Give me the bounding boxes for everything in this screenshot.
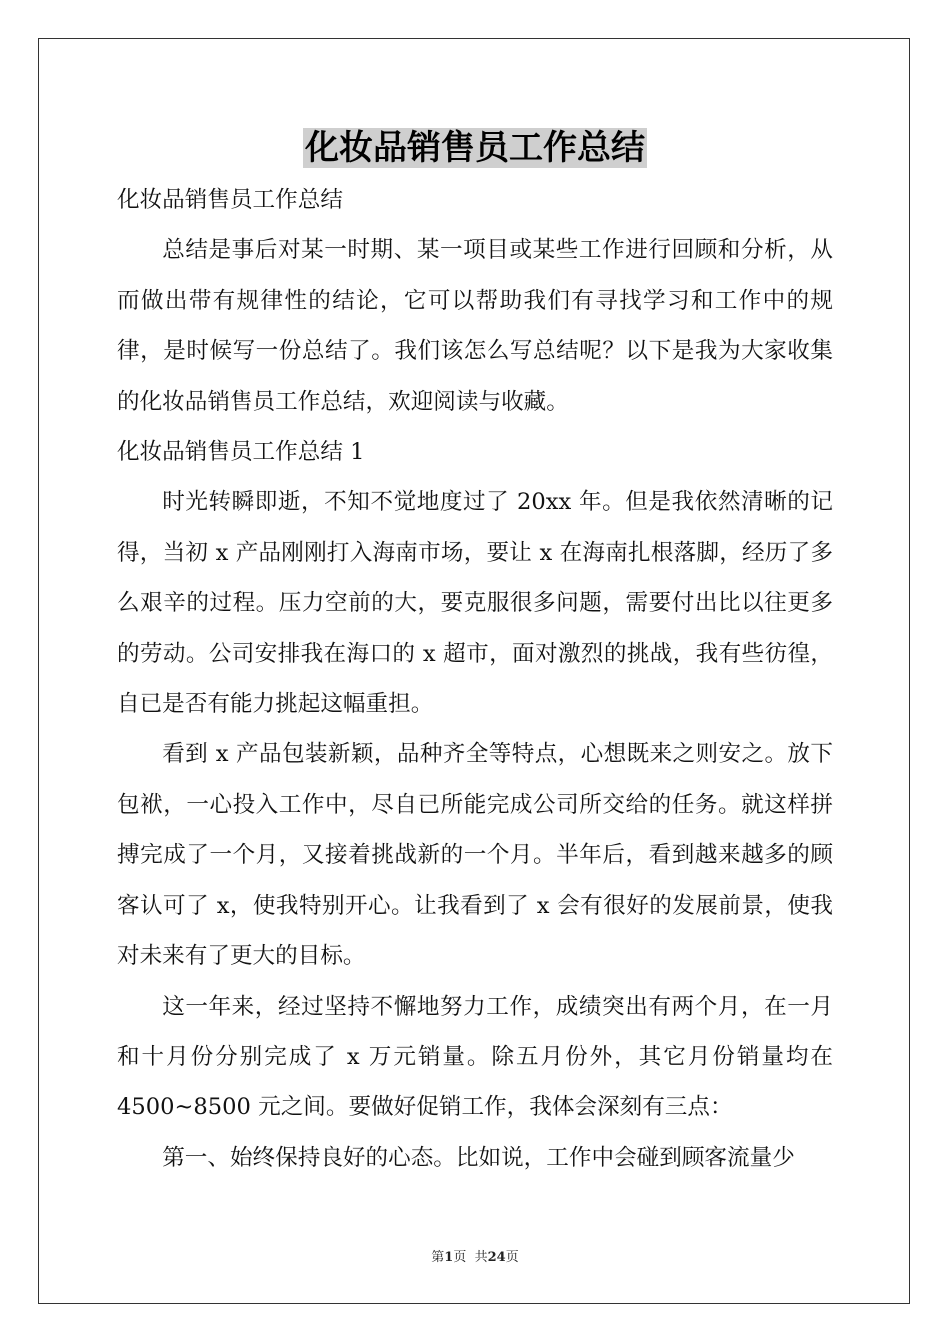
paragraph: 总结是事后对某一时期、某一项目或某些工作进行回顾和分析，从而做出带有规律性的结论，它可以帮助我们有寻找学习和工作中的规律，是时候写一份总结了。我们该怎么写总结呢？以下是我为大家收集的化妆品销售员工作总结，欢迎阅读与收藏。 <box>117 237 833 415</box>
paragraph: 看到 x 产品包装新颖，品种齐全等特点，心想既来之则安之。放下包袱，一心投入工作中，尽自已所能完成公司所交给的任务。就这样拼搏完成了一个月，又接着挑战新的一个月。半年后，看到越来越多的顾客认可了 x，使我特别开心。让我看到了 x 会有很好的发展前景，使我对未来有了更大的目标。 <box>117 741 833 970</box>
paragraph: 第一、始终保持良好的心态。比如说，工作中会碰到顾客流量少 <box>162 1144 795 1171</box>
document-title <box>0 124 950 172</box>
footer-prefix: 第 <box>431 1250 445 1265</box>
paragraph: 这一年来，经过坚持不懈地努力工作，成绩突出有两个月，在一月和十月份分别完成了 x 万元销量。除五月份外，其它月份销量均在 4500~8500 元之间。要做好促销工作，我体会深刻有三点： <box>117 993 833 1121</box>
page-footer <box>0 1246 950 1265</box>
document-title-text: 化妆品销售员工作总结 <box>305 128 645 168</box>
document-body <box>117 175 833 1183</box>
paragraph: 时光转瞬即逝，不知不觉地度过了 20xx 年。但是我依然清晰的记得，当初 x 产品刚刚打入海南市场，要让 x 在海南扎根落脚，经历了多么艰辛的过程。压力空前的大，要克服很多问题，需要付出比以往更多的劳动。公司安排我在海口的 x 超市，面对激烈的挑战，我有些彷徨，自已是否有能力挑起这幅重担。 <box>117 489 833 718</box>
current-page-number: 1 <box>444 1250 454 1265</box>
paragraph: 化妆品销售员工作总结 <box>117 187 343 213</box>
footer-suffix: 页 <box>505 1250 519 1265</box>
footer-mid: 页 共 <box>453 1250 488 1265</box>
total-page-count: 24 <box>487 1250 506 1265</box>
section-heading: 化妆品销售员工作总结 1 <box>117 439 365 466</box>
